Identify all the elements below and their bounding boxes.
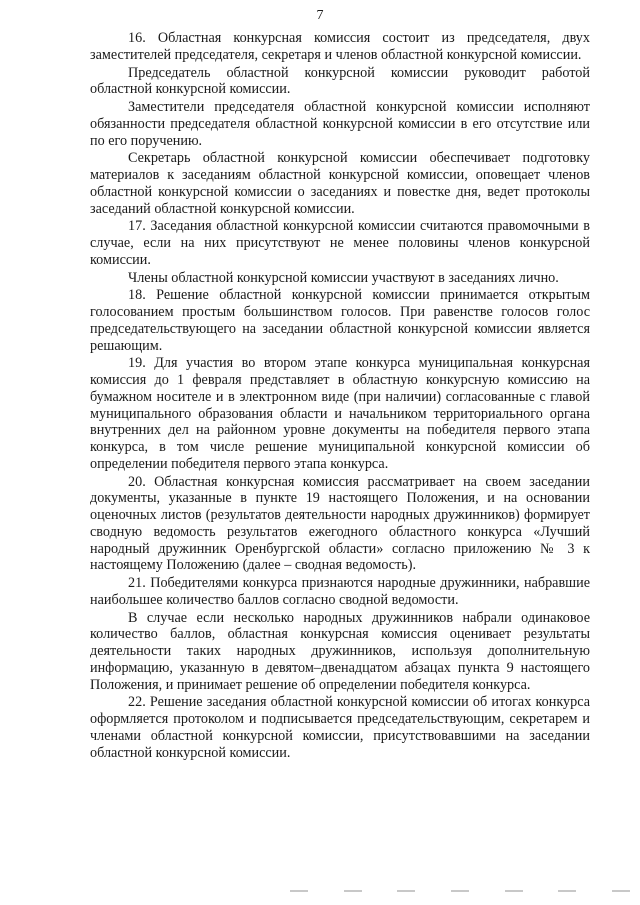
paragraph-20: 20. Областная конкурсная комиссия рассматривает на своем заседании документы, указанные в пункте 19 настоящего Положения, и на основании оценочных листов (результатов деятельности народных дружинников) формирует сводную ведомость результатов ежегодного областного конкурса «Лучший народный дружинник Оренбургской области» согласно приложению № 3 к настоящему Положению (далее – сводная ведомость). (90, 473, 590, 574)
paragraph-21: 21. Победителями конкурса признаются народные дружинники, набравшие наибольшее количество баллов согласно сводной ведомости. (90, 575, 590, 608)
scan-mark (397, 890, 415, 892)
scan-mark (558, 890, 576, 892)
paragraph-members: Члены областной конкурсной комиссии участвуют в заседаниях лично. (128, 269, 559, 286)
page-number: 7 (316, 8, 324, 23)
scan-artifact-marks (290, 890, 630, 896)
scan-mark (451, 890, 469, 892)
document-body (90, 30, 590, 762)
paragraph-secretary: Секретарь областной конкурсной комиссии обеспечивает подготовку материалов к заседаниям областной конкурсной комиссии, оповещает членов областной конкурсной комиссии о заседаниях и повестке дня, ведет протоколы заседаний областной конкурсной комиссии. (90, 150, 590, 217)
paragraph-22: 22. Решение заседания областной конкурсной комиссии об итогах конкурса оформляется протоколом и подписывается председательствующим, секретарем и членами областной конкурсной комиссии, присутствовавшими на заседании областной конкурсной комиссии. (90, 694, 590, 761)
paragraph-16: 16. Областная конкурсная комиссия состоит из председателя, двух заместителей председателя, секретаря и членов областной конкурсной комиссии. (90, 30, 590, 63)
scan-mark (612, 890, 630, 892)
paragraph-18: 18. Решение областной конкурсной комиссии принимается открытым голосованием простым большинством голосов. При равенстве голосов голос председательствующего на заседании областной конкурсной комиссии является решающим. (90, 287, 590, 354)
paragraph-deputies: Заместители председателя областной конкурсной комиссии исполняют обязанности председателя областной конкурсной комиссии в его отсутствие или по его поручению. (90, 99, 590, 149)
scan-mark (344, 890, 362, 892)
scan-mark (290, 890, 308, 892)
paragraph-tie: В случае если несколько народных дружинников набрали одинаковое количество баллов, областная конкурсная комиссия оценивает результаты деятельности таких народных дружинников, используя дополнительную информацию, указанную в девятом–двенадцатом абзацах пункта 9 настоящего Положения, и принимает решение об определении победителя конкурса. (90, 609, 590, 693)
paragraph-19: 19. Для участия во втором этапе конкурса муниципальная конкурсная комиссия до 1 февраля представляет в областную конкурсную комиссию на бумажном носителе и в электронном виде (при наличии) согласованные с главой муниципального образования области и начальником территориального органа внутренних дел на районном уровне документы на победителя первого этапа конкурса, в том числе решение муниципальной конкурсной комиссии об определении победителя первого этапа конкурса. (90, 355, 590, 472)
paragraph-17: 17. Заседания областной конкурсной комиссии считаются правомочными в случае, если на них присутствуют не менее половины членов конкурсной комиссии. (90, 218, 590, 268)
paragraph-chairman: Председатель областной конкурсной комиссии руководит работой областной конкурсной комиссии. (90, 64, 590, 98)
scan-mark (505, 890, 523, 892)
